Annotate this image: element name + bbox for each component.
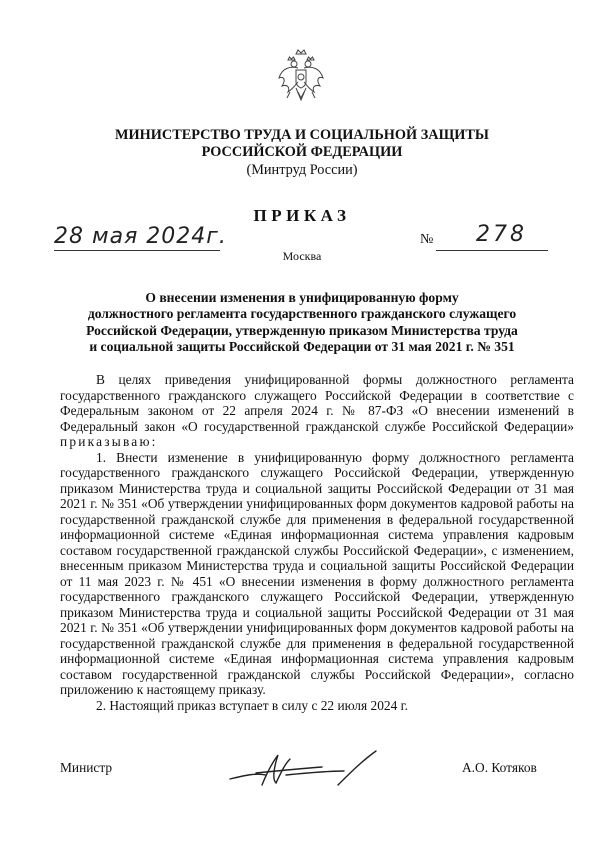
coat-of-arms-icon [276, 48, 326, 106]
signature-icon [226, 745, 386, 795]
ministry-short-name: (Минтруд России) [246, 162, 358, 178]
signatory-title: Министр [60, 760, 113, 775]
ministry-line-2: РОССИЙСКОЙ ФЕДЕРАЦИИ [201, 144, 403, 160]
heading-line-2: должностного регламента государственного гражданского служащего [87, 306, 517, 322]
heading-line-3: Российской Федерации, утвержденную приказом Министерства труда [86, 322, 518, 338]
preamble-text: В целях приведения унифицированной формы должностного регламента государственного гражданского служащего Российской Федерации в соответствие с Федеральным законом от 22 апреля 2024 г. № 87-ФЗ «О внесении изменений в Федеральный закон «О государственной гражданской службе Российской Федерации» [60, 372, 574, 434]
number-label: № [420, 232, 434, 247]
ministry-name [0, 127, 604, 161]
preamble-paragraph [60, 372, 574, 450]
order-heading [40, 290, 564, 355]
handwritten-number: 278 [476, 222, 527, 247]
signatory-name: А.О. Котяков [462, 760, 537, 775]
ministry-line-1: МИНИСТЕРСТВО ТРУДА И СОЦИАЛЬНОЙ ЗАЩИТЫ [115, 127, 489, 143]
order-verb: приказываю: [60, 434, 158, 449]
heading-line-4: и социальной защиты Российской Федерации от 31 мая 2021 г. № 351 [89, 338, 515, 354]
handwritten-date: 28 мая 2024г. [54, 224, 227, 249]
clause-1: 1. Внести изменение в унифицированную форму должностного регламента государственного гражданского служащего Российской Федерации, утвержденную приказом Министерства труда и социальной защиты Российской Федерации от 31 мая 2021 г. № 351 «Об утверждении унифицированных форм документов кадровой работы на государственной гражданской службе для применения в федеральной государственной информационной системе «Единая информационная система управления кадровым составом государственной гражданской службы Российской Федерации», с изменением, внесенным приказом Министерства труда и социальной защиты Российской Федерации от 11 мая 2023 г. № 451 «О внесении изменения в форму должностного регламента государственного гражданского служащего Российской Федерации, утвержденную приказом Министерства труда и социальной защиты Российской Федерации от 31 мая 2021 г. № 351 «Об утверждении унифицированных форм документов кадровой работы на государственной гражданской службе для применения в федеральной государственной информационной системе «Единая информационная система управления кадровым составом государственной гражданской службы Российской Федерации», согласно приложению к настоящему приказу. [60, 449, 574, 697]
heading-line-1: О внесении изменения в унифицированную форму [145, 290, 459, 305]
clause-2: 2. Настоящий приказ вступает в силу с 22 июля 2024 г. [96, 697, 408, 713]
document-type: ПРИКАЗ [253, 206, 351, 225]
city: Москва [282, 249, 322, 263]
order-body [60, 372, 574, 713]
